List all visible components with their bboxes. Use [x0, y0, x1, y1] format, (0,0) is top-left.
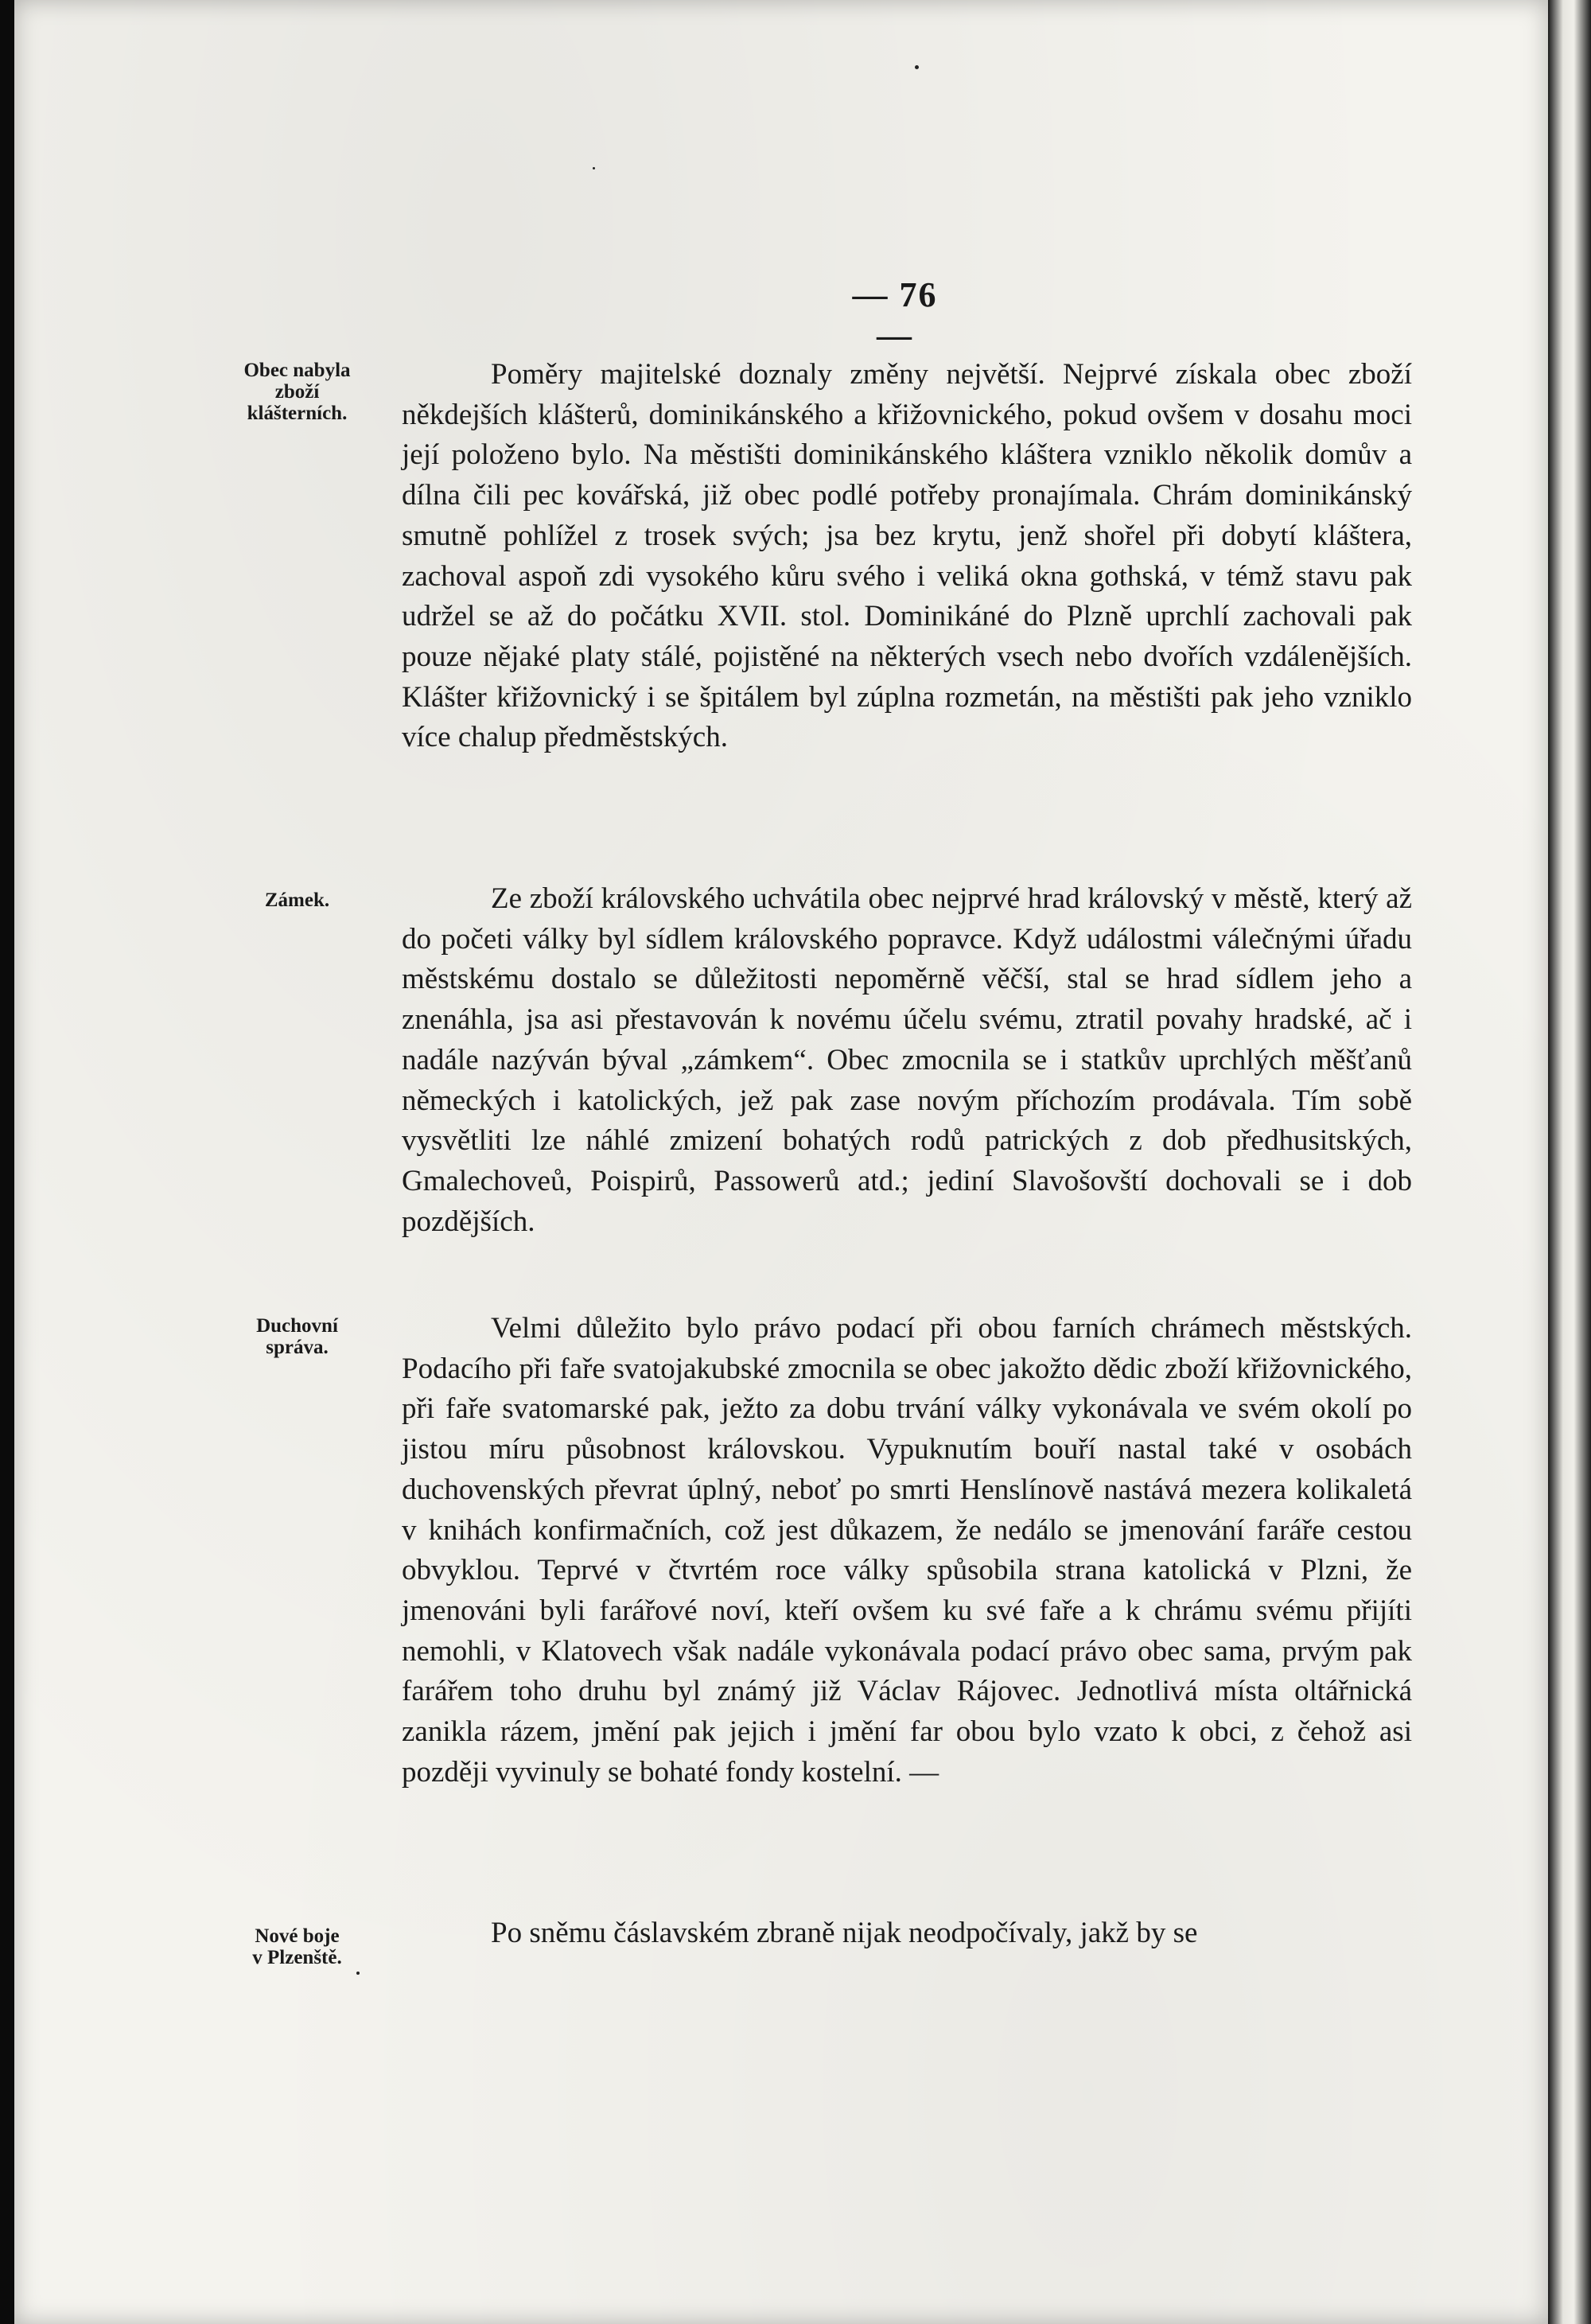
paragraph-2 — [402, 879, 1412, 1242]
margin-note-monastery-property — [212, 360, 383, 424]
margin-note-spiritual-administration — [212, 1315, 383, 1358]
margin-note-line: zboží — [274, 381, 320, 403]
margin-note-line: Nové boje — [255, 1925, 340, 1947]
margin-note-line: Obec nabyla — [243, 360, 351, 381]
margin-note-line: v Plzenště. — [252, 1947, 342, 1968]
ink-speck — [593, 167, 595, 169]
margin-note-line: Duchovní — [256, 1315, 338, 1337]
paragraph-text: Po sněmu čáslavském zbraně nijak neodpočívaly, jakž by se — [491, 1917, 1198, 1949]
margin-note-new-battles — [212, 1925, 383, 1968]
paragraph-1 — [402, 355, 1412, 758]
page-number: — 76 — — [852, 275, 938, 355]
paragraph-4 — [402, 1913, 1412, 1954]
paragraph-text: Ze zboží královského uchvátila obec nejprvé hrad královský v městě, který až do početi války byl sídlem královského popravce. Když událostmi válečnými úřadu městskému dostalo se důležitosti nepoměrně věčší, stal se hrad sídlem jeho a znenáhla, jsa asi přestavován k novému účelu svému, ztratil povahy hradské, ač i nadále nazýván býval „zámkem“. Obec zmocnila se i statkův uprchlých měšťanů německých i katolických, jež pak zase novým příchozím prodávala. Tím sobě vysvětliti lze náhlé zmizení bohatých rodů patrických z dob předhusitských, Gmalechoveů, Poispirů, Passowerů atd.; jediní Slavošovští dochovali se i dob pozdějších. — [402, 882, 1412, 1238]
paragraph-text: Velmi důležito bylo právo podací při obou farních chrámech městských. Podacího při faře svatojakubské zmocnila se obec jakožto dědic zboží křižovnického, při faře svatomarské pak, ježto za dobu trvání války vykonávala ve svém okolí po jistou míru působnost královskou. Vypuknutím bouří nastal také v osobách duchovenských převrat úplný, neboť po smrti Henslínově nastává mezera kolikaletá v knihách konfirmačních, což jest důkazem, že nedálo se jmenování faráře cestou obvyklou. Teprvé v čtvrtém roce války spůsobila strana katolická v Plzni, že jmenováni byli farářové noví, kteří ovšem ku své faře a k chrámu svému přijíti nemohli, v Klatovech však nadále vykonávala podací právo obec sama, prvým pak farářem toho druhu byl známý již Václav Rájovec. Jednotlivá místa oltářnická zanikla rázem, jmění pak jejich i jmění far obou bylo vzato k obci, z čehož asi později vyvinuly se bohaté fondy kostelní. — — [402, 1312, 1412, 1789]
margin-note-line: správa. — [266, 1337, 329, 1358]
paragraph-3 — [402, 1309, 1412, 1793]
page-edge — [1548, 0, 1591, 2324]
margin-note-line: klášterních. — [247, 403, 348, 424]
margin-note-line: Zámek. — [264, 890, 330, 911]
margin-note-castle — [212, 890, 383, 911]
ink-speck — [915, 65, 919, 69]
ink-speck — [356, 1972, 360, 1975]
paragraph-text: Poměry majitelské doznaly změny největší. Nejprvé získala obec zboží někdejších klášterů, dominikánského a křižovnického, pokud ovšem v dosahu moci její položeno bylo. Na městišti dominikánského kláštera vzniklo několik domův a dílna čili pec kovářská, již obec podlé potřeby pronajímala. Chrám dominikánský smutně pohlížel z trosek svých; jsa bez krytu, jenž shořel při dobytí kláštera, zachoval aspoň zdi vysokého kůru svého i veliká okna gothská, v témž stavu pak udržel se až do počátku XVII. stol. Dominikáné do Plzně uprchlí zachovali pak pouze nějaké platy stálé, pojistěné na některých vsech nebo dvořích vzdálenějších. Klášter křižovnický i se špitálem byl zúplna rozmetán, na městišti pak jeho vzniklo více chalup předměstských. — [402, 358, 1412, 754]
